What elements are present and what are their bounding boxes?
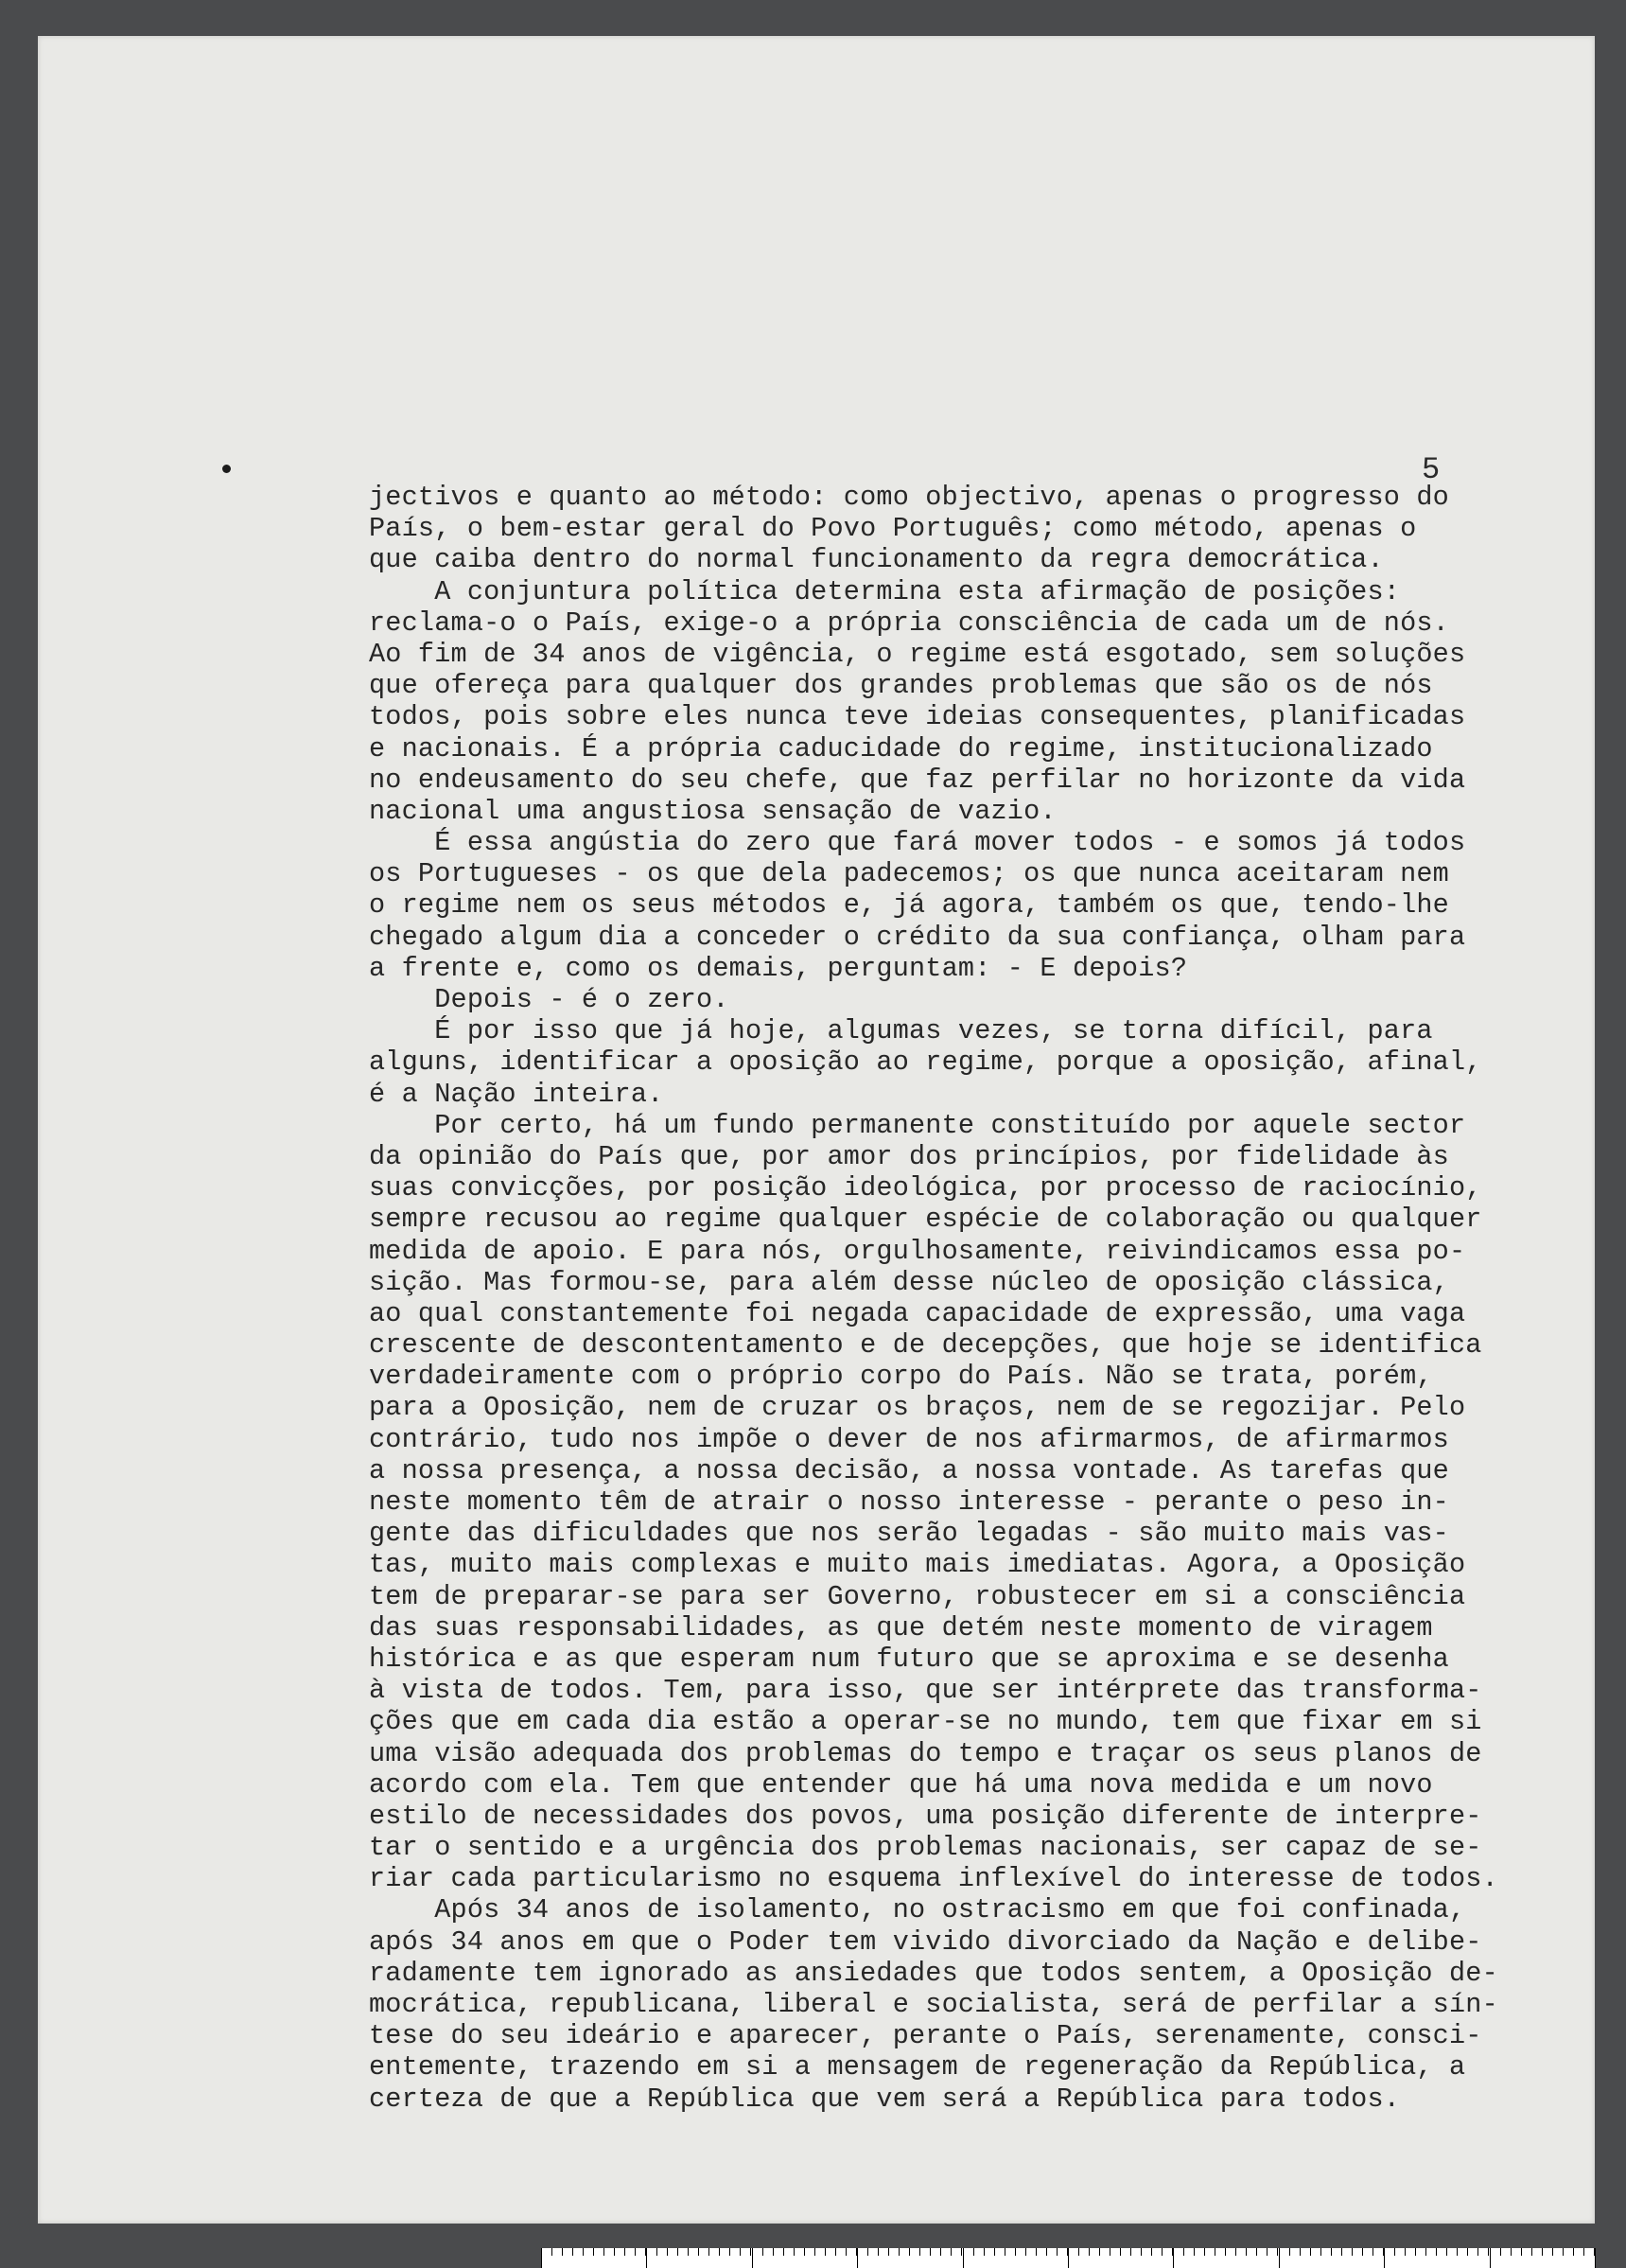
text-line: das suas responsabilidades, as que detém neste momento de viragem (369, 1611, 1433, 1644)
text-line: tem de preparar-se para ser Governo, robustecer em si a consciência (369, 1580, 1466, 1612)
text-line: após 34 anos em que o Poder tem vivido divorciado da Nação e delibe- (369, 1925, 1482, 1958)
text-line: uma visão adequada dos problemas do tempo e traçar os seus planos de (369, 1737, 1482, 1769)
typewritten-text-block (369, 482, 1532, 2115)
text-line: o regime nem os seus métodos e, já agora, também os que, tendo-lhe (369, 889, 1449, 922)
text-line: radamente tem ignorado as ansiedades que todos sentem, a Oposição de- (369, 1957, 1498, 1989)
ruler-segment (1069, 2248, 1174, 2268)
ruler-segment (753, 2248, 858, 2268)
text-line: acordo com ela. Tem que entender que há uma nova medida e um novo (369, 1768, 1433, 1801)
text-line: a frente e, como os demais, perguntam: - E depois? (369, 952, 1188, 984)
ruler-segment (647, 2248, 752, 2268)
text-line: tas, muito mais complexas e muito mais imediatas. Agora, a Oposição (369, 1549, 1466, 1581)
punch-hole-mark (222, 465, 231, 473)
scan-scale-ruler (541, 2248, 1596, 2268)
ruler-segment (1280, 2248, 1385, 2268)
text-line: tese do seu ideário e aparecer, perante o País, serenamente, consci- (369, 2020, 1482, 2052)
text-line: gente das dificuldades que nos serão legadas - são muito mais vas- (369, 1518, 1449, 1550)
ruler-segment (858, 2248, 963, 2268)
text-line: Após 34 anos de isolamento, no ostracismo em que foi confinada, (369, 1894, 1466, 1926)
text-line: entemente, trazendo em si a mensagem de regeneração da República, a (369, 2051, 1466, 2083)
text-line: suas convicções, por posição ideológica, por processo de raciocínio, (369, 1172, 1482, 1204)
text-line: a nossa presença, a nossa decisão, a nossa vontade. As tarefas que (369, 1454, 1449, 1486)
text-line: ao qual constantemente foi negada capacidade de expressão, uma vaga (369, 1297, 1466, 1329)
text-line: que caiba dentro do normal funcionamento da regra democrática. (369, 544, 1384, 576)
ruler-segment (1174, 2248, 1279, 2268)
text-line: É essa angústia do zero que fará mover todos - e somos já todos (369, 827, 1466, 859)
text-line: histórica e as que esperam num futuro que se aproxima e se desenha (369, 1643, 1449, 1675)
text-line: crescente de descontentamento e de decepções, que hoje se identifica (369, 1329, 1482, 1362)
text-line: Ao fim de 34 anos de vigência, o regime está esgotado, sem soluções (369, 638, 1466, 670)
text-line: nacional uma angustiosa sensação de vazio. (369, 795, 1057, 827)
ruler-segment (1385, 2248, 1490, 2268)
text-line: Por certo, há um fundo permanente constituído por aquele sector (369, 1109, 1466, 1141)
text-line: verdadeiramente com o próprio corpo do País. Não se trata, porém, (369, 1361, 1433, 1393)
text-line: riar cada particularismo no esquema inflexível do interesse de todos. (369, 1863, 1498, 1895)
text-line: neste momento têm de atrair o nosso interesse - perante o peso in- (369, 1486, 1449, 1518)
ruler-segment (542, 2248, 647, 2268)
text-line: certeza de que a República que vem será a República para todos. (369, 2083, 1401, 2115)
text-line: os Portugueses - os que dela padecemos; os que nunca aceitaram nem (369, 858, 1449, 890)
text-line: É por isso que já hoje, algumas vezes, se torna difícil, para (369, 1015, 1433, 1047)
text-line: alguns, identificar a oposição ao regime, porque a oposição, afinal, (369, 1046, 1482, 1079)
text-line: sição. Mas formou-se, para além desse núcleo de oposição clássica, (369, 1266, 1449, 1298)
text-line: tar o sentido e a urgência dos problemas nacionais, ser capaz de se- (369, 1832, 1482, 1864)
text-line: sempre recusou ao regime qualquer espécie de colaboração ou qualquer (369, 1204, 1482, 1236)
ruler-segment (964, 2248, 1069, 2268)
text-line: jectivos e quanto ao método: como objectivo, apenas o progresso do (369, 482, 1449, 513)
text-line: para a Oposição, nem de cruzar os braços, nem de se regozijar. Pelo (369, 1392, 1466, 1424)
text-line: todos, pois sobre eles nunca teve ideias consequentes, planificadas (369, 701, 1466, 733)
text-line: que ofereça para qualquer dos grandes problemas que são os de nós (369, 670, 1433, 702)
text-line: estilo de necessidades dos povos, uma posição diferente de interpre- (369, 1800, 1482, 1832)
ruler-segment (1491, 2248, 1596, 2268)
text-line: chegado algum dia a conceder o crédito da sua confiança, olham para (369, 921, 1466, 953)
text-line: Depois - é o zero. (369, 984, 729, 1015)
text-line: A conjuntura política determina esta afirmação de posições: (369, 575, 1401, 607)
text-line: da opinião do País que, por amor dos princípios, por fidelidade às (369, 1140, 1449, 1172)
text-line: País, o bem-estar geral do Povo Português; como método, apenas o (369, 513, 1417, 545)
text-line: reclama-o o País, exige-o a própria consciência de cada um de nós. (369, 607, 1449, 639)
text-line: contrário, tudo nos impõe o dever de nos afirmarmos, de afirmarmos (369, 1423, 1449, 1455)
text-line: à vista de todos. Tem, para isso, que ser intérprete das transforma- (369, 1675, 1482, 1707)
text-line: ções que em cada dia estão a operar-se no mundo, tem que fixar em si (369, 1706, 1482, 1738)
text-line: medida de apoio. E para nós, orgulhosamente, reivindicamos essa po- (369, 1235, 1466, 1267)
text-line: e nacionais. É a própria caducidade do regime, institucionalizado (369, 732, 1433, 765)
page-number: 5 (1422, 452, 1441, 487)
text-line: mocrática, republicana, liberal e socialista, será de perfilar a sín- (369, 1989, 1498, 2020)
text-line: no endeusamento do seu chefe, que faz perfilar no horizonte da vida (369, 764, 1466, 796)
text-line: é a Nação inteira. (369, 1078, 664, 1110)
